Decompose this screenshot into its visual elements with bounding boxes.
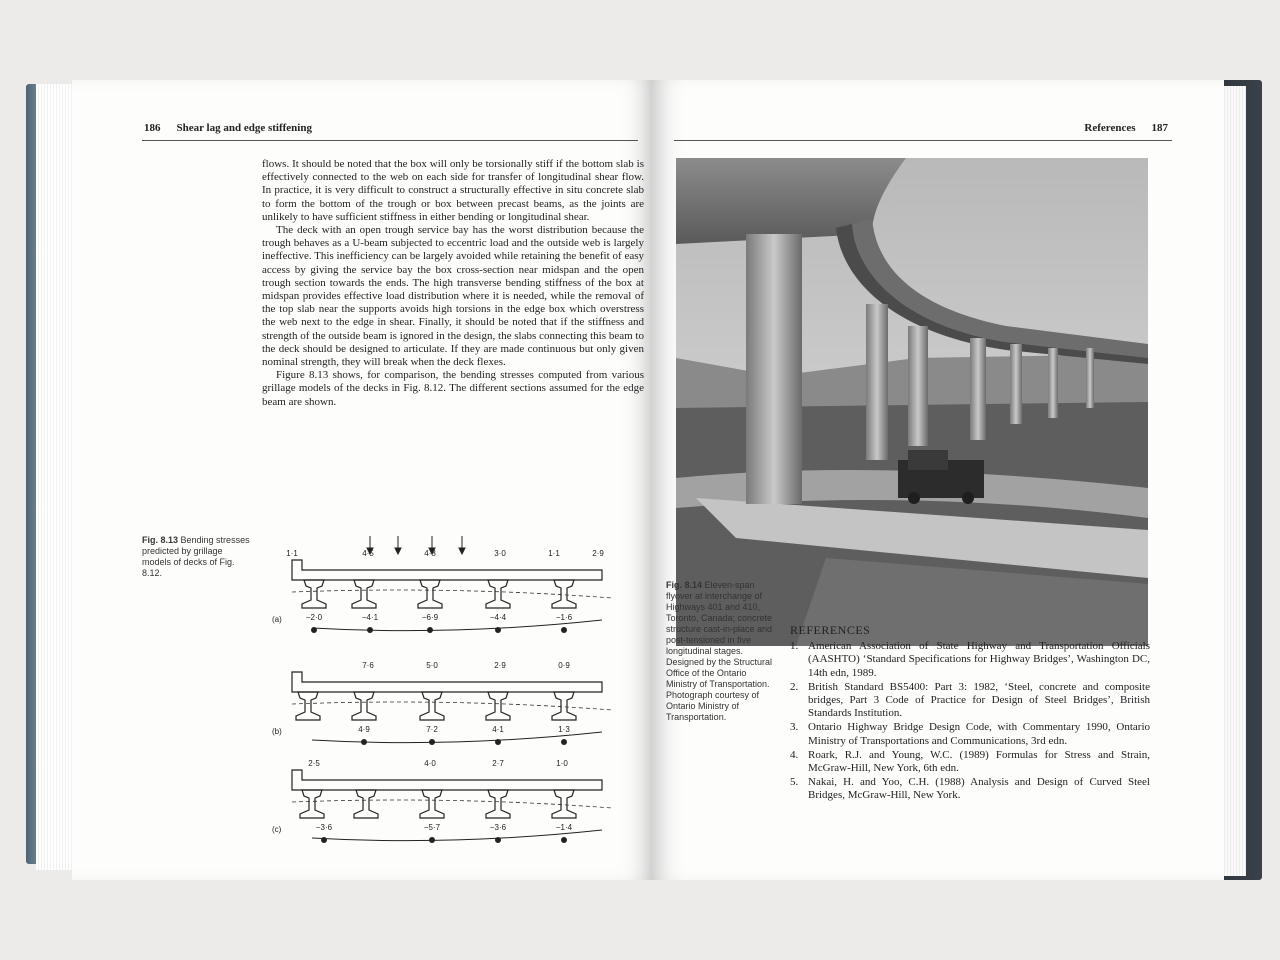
beam-section [296,692,320,720]
reference-text: Nakai, H. and Yoo, C.H. (1988) Analysis and Design of Curved Steel Bridges, McGraw-Hill, New York. [808,776,1150,802]
reference-text: American Association of State Highway and Transportation Officials (AASHTO) ‘Standard Specifications for Highway Bridges’, Washington DC, 14th edn, 1989. [808,640,1150,679]
beam-section [552,692,576,720]
left-page [72,80,654,880]
bottom-stress-value: −1·6 [555,613,573,622]
reference-number: 3. [790,721,799,734]
reference-text: British Standard BS5400: Part 3: 1982, ‘Steel, concrete and composite bridges, Part 3 Code of Practice for Design of Steel Bridges’, British Standards Institution. [808,680,1150,720]
deck-section-b [272,661,612,745]
section-title: References [1084,122,1136,134]
top-stress-value: 7·6 [362,661,374,670]
top-stress-line [292,590,612,598]
top-stress-value: 2·5 [308,759,320,768]
right-page [652,80,1224,880]
references-list [790,640,1150,802]
photo-caption-text: Eleven-span flyover at interchange of Highways 401 and 410, Toronto, Canada; concrete structure cast-in-place and post-tensioned in five longitudinal stages. Designed by the Structural Office of the Ontario Ministry of Transportation. Photograph courtesy of Ontario Ministry of Transportation. [666,580,773,722]
bending-stress-diagram [272,530,632,870]
bottom-stress-value: −3·6 [315,823,333,832]
beam-section [352,692,376,720]
beam-section [486,692,510,720]
deck-section-a [272,549,612,633]
top-stress-value: 2·9 [494,661,506,670]
node-dot [429,837,435,843]
paragraph: flows. It should be noted that the box will only be torsionally stiff if the bottom slab is effectively connected to the web on each side for transfer of longitudinal shear flow. In practice, it is very difficult to construct a structurally effective in situ concrete slab to form the bottom of the trough or box between precast beams, as the joints are unlikely to have sufficient stiffness in either bending or longitudinal shear. [262,158,644,223]
node-dot [429,739,435,745]
top-stress-line [292,800,612,808]
reference-number: 1. [790,640,799,653]
photo-caption-8-14 [666,580,776,723]
bottom-stress-value: −3·6 [489,823,507,832]
node-dot [495,627,501,633]
photo-label: Fig. 8.14 [666,580,703,590]
deck-section-c [272,759,612,843]
section-label: (c) [272,825,282,834]
beam-section [354,790,378,818]
reference-item [790,776,1150,802]
reference-number: 4. [790,748,799,761]
beam-section [486,790,510,818]
load-arrows [367,536,465,554]
bottom-stress-value: −2·0 [305,613,323,622]
bottom-stress-value: 4·1 [492,725,504,734]
top-stress-value: 1·1 [286,549,298,558]
reference-number: 5. [790,776,799,789]
beam-section [420,790,444,818]
reference-item [790,721,1150,747]
running-head-right [1068,122,1168,134]
top-stress-value: 4·0 [424,759,436,768]
top-stress-value: 0·9 [558,661,570,670]
bottom-stress-value: 4·9 [358,725,370,734]
top-stress-value: 1·0 [556,759,568,768]
node-dot [561,739,567,745]
top-stress-value: 3·0 [494,549,506,558]
node-dot [495,837,501,843]
chapter-title: Shear lag and edge stiffening [176,122,312,134]
bottom-stress-value: −4·4 [489,613,507,622]
reference-item [790,749,1150,775]
node-dot [321,837,327,843]
top-stress-value: 4·8 [424,549,436,558]
deck-slab [292,672,602,692]
bottom-stress-value: −1·4 [555,823,573,832]
references-heading: REFERENCES [790,623,871,637]
running-head-left [144,122,328,134]
section-label: (b) [272,727,282,736]
node-dot [561,627,567,633]
reference-text: Roark, R.J. and Young, W.C. (1989) Formulas for Stress and Strain, McGraw-Hill, New York, 6th edn. [808,748,1150,775]
reference-item [790,681,1150,721]
page-number-right: 187 [1151,122,1168,134]
flyover-photograph [676,158,1148,646]
paragraph: Figure 8.13 shows, for comparison, the bending stresses computed from various grillage models of the decks in Fig. 8.12. The different sections assumed for the edge beam are shown. [262,369,644,408]
bottom-stress-value: −6·9 [421,613,439,622]
beam-section [302,580,326,608]
references-section [790,624,1150,804]
node-dot [367,627,373,633]
header-rule-right [674,140,1172,141]
node-dot [495,739,501,745]
beam-section [486,580,510,608]
beam-section [418,580,442,608]
bottom-stress-value: −5·7 [423,823,441,832]
beam-section [300,790,324,818]
body-text [262,158,644,409]
section-label: (a) [272,615,282,624]
node-dot [427,627,433,633]
top-stress-value: 4·5 [362,549,374,558]
top-stress-value: 2·7 [492,759,504,768]
bottom-stress-value: 7·2 [426,725,438,734]
deck-slab [292,770,602,790]
top-stress-value: 1·1 [548,549,560,558]
figure-caption-text: Bending stresses predicted by grillage models of decks of Fig. 8.12. [142,535,250,578]
reference-text: Ontario Highway Bridge Design Code, with Commentary 1990, Ontario Ministry of Transportations and Communications, 3rd edn. [808,721,1150,747]
beam-section [420,692,444,720]
reference-number: 2. [790,680,799,693]
paragraph: The deck with an open trough service bay has the worst distribution because the trough behaves as a U-beam subjected to eccentric load and the outside web is largely ineffective. This inefficiency can be largely avoided while retaining the benefit of easy access by giving the service bay the box cross-section near midspan and the open trough section towards the ends. The high transverse bending stiffness of the box at midspan provides effective load distribution where it is needed, while the removal of the top slab near the supports avoids high torsions in the edge box which overstress the web next to the edge in shear. Finally, it should be noted that if the stiffness and strength of the outside beam is ignored in the design, the slabs connecting this beam to the deck should be designed to articulate. If they are made continuous but only given nominal strength, they will break when the deck flexes. [262,224,644,369]
deck-slab [292,560,602,580]
reference-item [790,640,1150,680]
beam-section [552,580,576,608]
top-stress-value: 2·9 [592,549,604,558]
node-dot [561,837,567,843]
node-dot [311,627,317,633]
bottom-stress-value: 1·3 [558,725,570,734]
figure-caption-8-13 [142,535,254,579]
beam-section [552,790,576,818]
header-rule-left [142,140,638,141]
top-stress-line [292,702,612,710]
node-dot [361,739,367,745]
bottom-stress-value: −4·1 [361,613,379,622]
beam-section [352,580,376,608]
top-stress-value: 5·0 [426,661,438,670]
page-number-left: 186 [144,122,161,134]
figure-label: Fig. 8.13 [142,535,179,545]
